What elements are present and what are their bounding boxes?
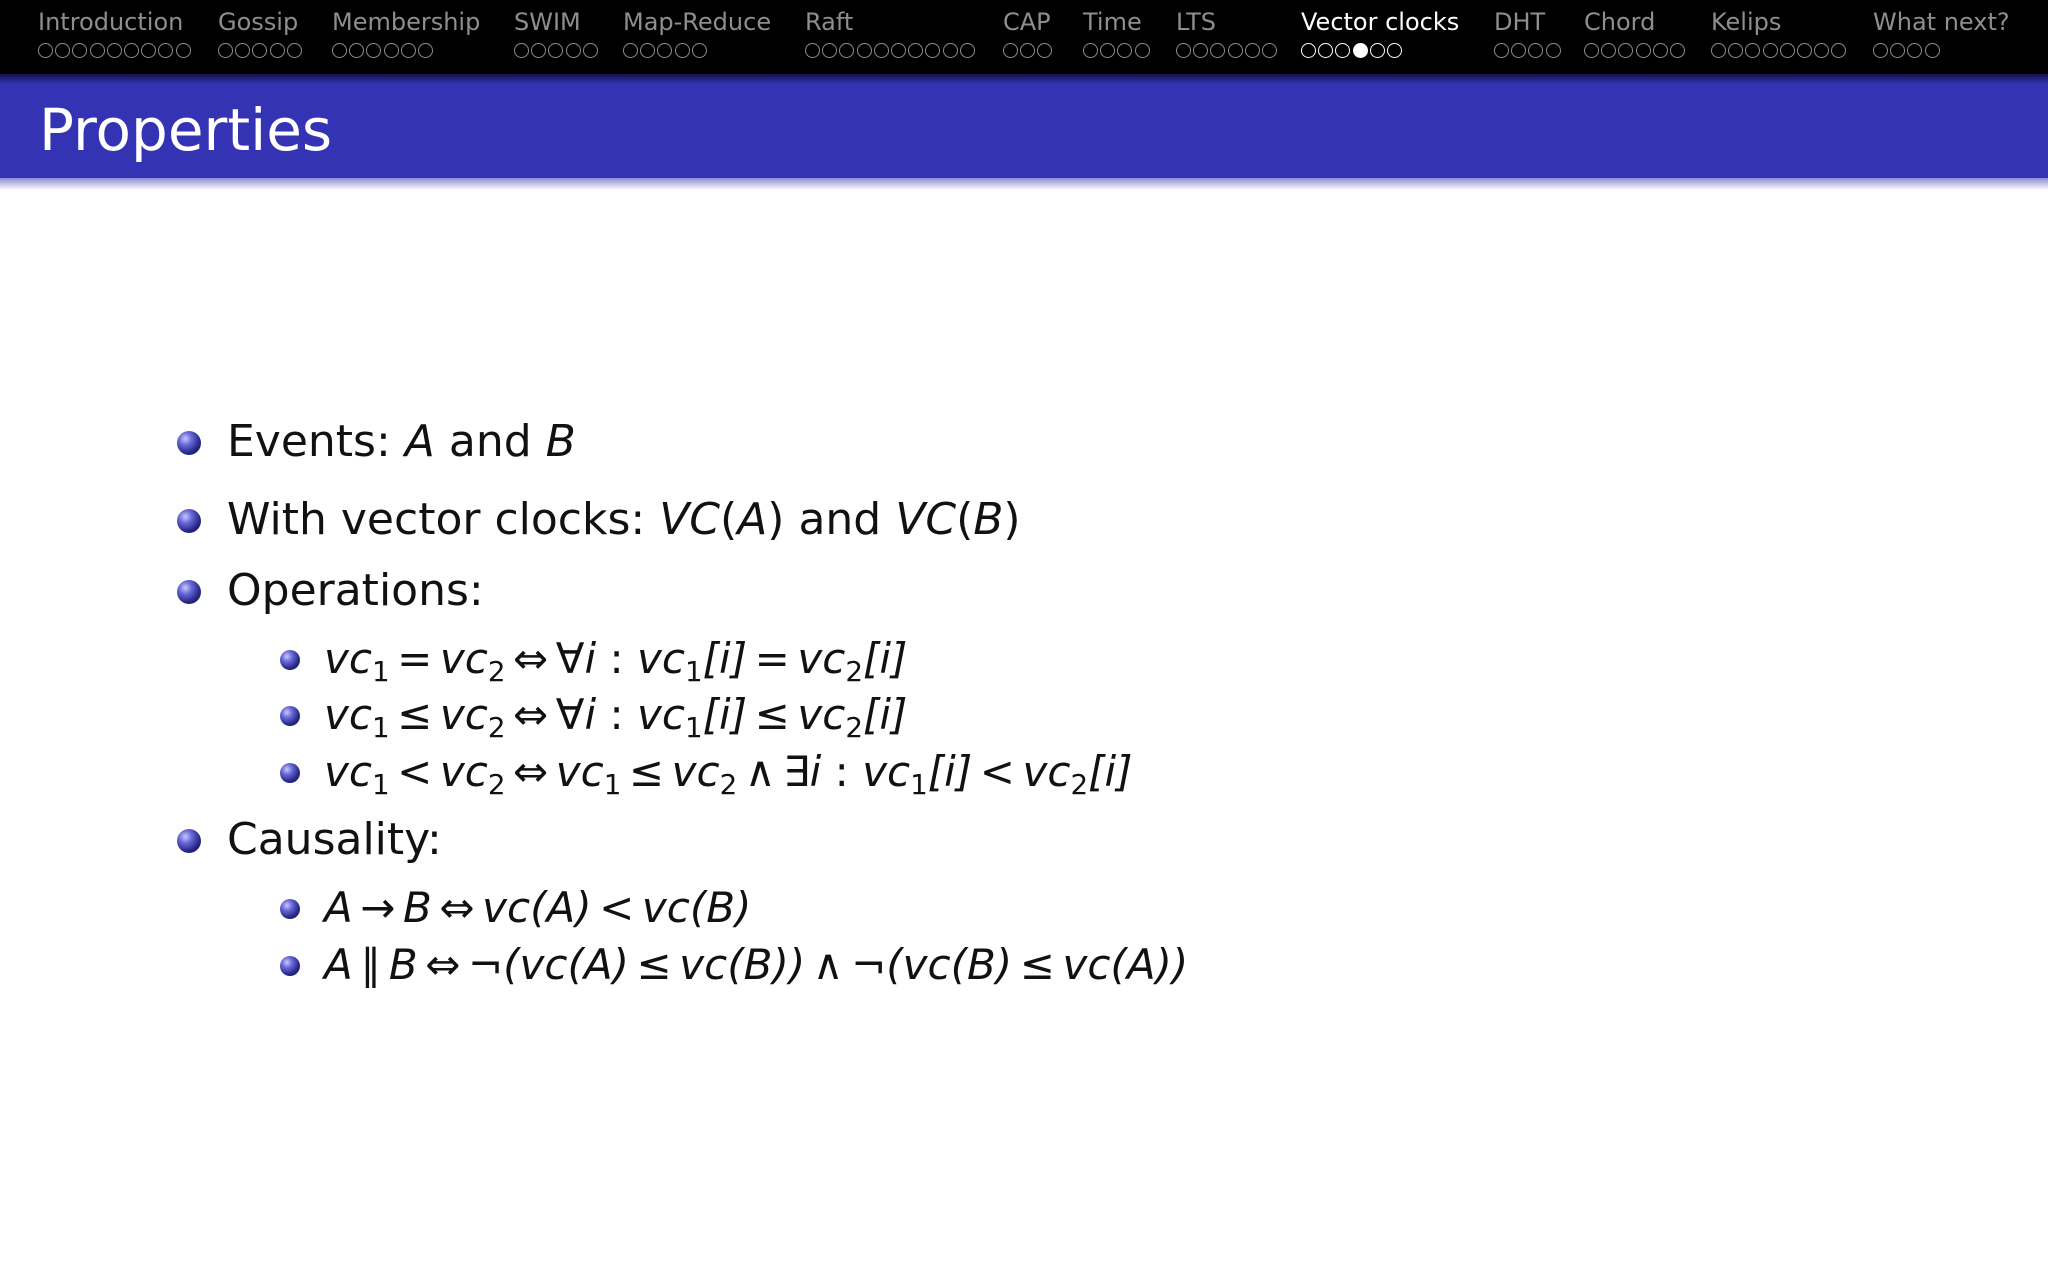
event-a: A (737, 494, 768, 545)
slide-dot[interactable] (287, 43, 302, 58)
nav-label: Chord (1584, 8, 1656, 36)
slide-dot[interactable] (1387, 43, 1402, 58)
formula-token: (vc(A) (503, 940, 629, 989)
formula-token: 2 (845, 710, 863, 744)
formula-token: vc (637, 690, 685, 739)
sub-bullet-icon (280, 706, 300, 726)
formula-token: [i] (702, 690, 748, 739)
slide-dot[interactable] (1797, 43, 1812, 58)
formula-token: vc (862, 747, 911, 796)
formula-token: 1 (603, 767, 622, 801)
slide-dot[interactable] (1925, 43, 1940, 58)
formula-token: ∀ (555, 634, 585, 683)
formula-token: vc (439, 747, 488, 796)
item-operations: Operations: (227, 565, 484, 616)
sub-bullet-icon (280, 763, 300, 783)
slide-dot[interactable] (548, 43, 563, 58)
slide-dot[interactable] (270, 43, 285, 58)
slide-dot[interactable] (124, 43, 139, 58)
formula-token: : (596, 690, 638, 739)
slide-dots (38, 43, 191, 59)
formula-token: < (397, 747, 433, 796)
nav-label: DHT (1494, 8, 1546, 36)
paren: ) (1003, 494, 1021, 545)
formula-token: vc (324, 634, 372, 683)
formula-token: [i] (862, 690, 908, 739)
slide-dot[interactable] (925, 43, 940, 58)
slide-dots (1494, 43, 1561, 59)
slide-dot[interactable] (1037, 43, 1052, 58)
slide-dot[interactable] (891, 43, 906, 58)
formula-token: : (596, 634, 638, 683)
formula-token: ⇔ (439, 883, 475, 932)
slide-dot[interactable] (1083, 43, 1098, 58)
formula-token: 1 (685, 654, 703, 688)
slide-dot[interactable] (874, 43, 889, 58)
slide-dot[interactable] (1873, 43, 1888, 58)
slide-dots (805, 43, 975, 59)
slide-dot[interactable] (1262, 43, 1277, 58)
formula-token: 2 (487, 710, 506, 744)
paren: ( (956, 494, 974, 545)
item-vector-clocks (227, 494, 1021, 545)
slide-dot[interactable] (1193, 43, 1208, 58)
bullet-icon (177, 829, 201, 853)
formula-token: ⇔ (513, 634, 549, 683)
formula-token: 2 (845, 654, 863, 688)
formula-token: 1 (910, 767, 928, 801)
slide-dots (623, 43, 707, 59)
formula-less-than (324, 747, 1133, 801)
formula-token: vc (671, 747, 720, 796)
slide-dot[interactable] (692, 43, 707, 58)
title-bar-shadow (0, 178, 2048, 190)
slide-dot[interactable] (176, 43, 191, 58)
slide-dots (1083, 43, 1150, 59)
formula-token: i (584, 690, 597, 739)
formula-token: vc (555, 747, 604, 796)
nav-label: Map-Reduce (623, 8, 772, 36)
slide-dot[interactable] (418, 43, 433, 58)
slide-dot[interactable] (158, 43, 173, 58)
slide-dot[interactable] (218, 43, 233, 58)
formula-token: ⇔ (513, 690, 549, 739)
formula-token: vc(B)) (679, 940, 806, 989)
slide-dot[interactable] (1814, 43, 1829, 58)
nav-label: Vector clocks (1301, 8, 1460, 36)
nav-label: SWIM (514, 8, 581, 36)
slide-dot[interactable] (1584, 43, 1599, 58)
slide-dot[interactable] (90, 43, 105, 58)
formula-token: 1 (371, 767, 390, 801)
events-and: and (434, 416, 546, 467)
slide-dot[interactable] (235, 43, 250, 58)
slide-dot[interactable] (107, 43, 122, 58)
slide-dot[interactable] (72, 43, 87, 58)
slide-dot[interactable] (857, 43, 872, 58)
bullet-icon (177, 580, 201, 604)
formula-token: 2 (719, 767, 738, 801)
slide-dot[interactable] (1890, 43, 1905, 58)
slide-dot[interactable] (1546, 43, 1561, 58)
slide-dot[interactable] (1511, 43, 1526, 58)
slide-dot[interactable] (805, 43, 820, 58)
formula-token: 2 (487, 767, 506, 801)
slide-dot[interactable] (1780, 43, 1795, 58)
formula-token: vc (324, 690, 372, 739)
formula-token: ≤ (636, 940, 672, 989)
slide-dot[interactable] (640, 43, 655, 58)
slide-dot[interactable] (141, 43, 156, 58)
slide-dot[interactable] (1763, 43, 1778, 58)
formula-token: ≤ (754, 690, 790, 739)
slide-dot[interactable] (1100, 43, 1115, 58)
slide-dot[interactable] (1301, 43, 1316, 58)
formula-token: ∃ (783, 747, 810, 796)
slide-title: Properties (39, 96, 333, 164)
slide-dot[interactable] (623, 43, 638, 58)
formula-token: = (754, 634, 790, 683)
slide-dots (1584, 43, 1685, 59)
formula-token: vc (439, 690, 488, 739)
slide-dots (1711, 43, 1846, 59)
slide-dots (218, 43, 302, 59)
formula-token: ¬ (851, 940, 887, 989)
slide-dot[interactable] (1528, 43, 1543, 58)
slide-dot[interactable] (908, 43, 923, 58)
formula-token: A (324, 883, 353, 932)
nav-label: What next? (1873, 8, 2010, 36)
slide-dot[interactable] (943, 43, 958, 58)
clocks-and: and (784, 494, 896, 545)
slide-dot[interactable] (349, 43, 364, 58)
slide-dot[interactable] (332, 43, 347, 58)
formula-happened-before (324, 883, 752, 932)
formula-token: [i] (1088, 747, 1133, 796)
nav-label: Raft (805, 8, 854, 36)
formula-token: vc(A)) (1062, 940, 1189, 989)
section-navigation-bar (0, 0, 2048, 74)
formula-token: 1 (685, 710, 703, 744)
formula-token: ≤ (1019, 940, 1055, 989)
sub-bullet-icon (280, 956, 300, 976)
slide-dot[interactable] (1228, 43, 1243, 58)
formula-token: vc (797, 634, 846, 683)
formula-token: A (324, 940, 353, 989)
nav-label: CAP (1003, 8, 1051, 36)
slide-dot[interactable] (384, 43, 399, 58)
formula-token: vc (439, 634, 488, 683)
formula-token: → (360, 883, 396, 932)
slide-dot[interactable] (675, 43, 690, 58)
formula-token: vc (637, 634, 685, 683)
slide-dot[interactable] (252, 43, 267, 58)
formula-token: i (809, 747, 822, 796)
formula-token: ∥ (360, 940, 382, 989)
formula-token: ∀ (555, 690, 585, 739)
slide-dots (1003, 43, 1052, 59)
formula-token: : (821, 747, 863, 796)
formula-concurrent (324, 940, 1189, 989)
slide-dots (1301, 43, 1402, 59)
item-causality: Causality: (227, 814, 442, 865)
sub-bullet-icon (280, 650, 300, 670)
slide-dots (1873, 43, 1940, 59)
paren: ( (720, 494, 738, 545)
formula-token: vc (1022, 747, 1071, 796)
formula-token: vc(B) (641, 883, 752, 932)
slide-dot[interactable] (366, 43, 381, 58)
slide-dot[interactable] (1745, 43, 1760, 58)
slide-dot[interactable] (1831, 43, 1846, 58)
slide-dot[interactable] (1711, 43, 1726, 58)
slide-dot[interactable] (38, 43, 53, 58)
formula-equality (324, 634, 908, 688)
slide-dot[interactable] (1618, 43, 1633, 58)
formula-token: ∧ (744, 747, 776, 796)
slide-dot[interactable] (1135, 43, 1150, 58)
formula-token: i (584, 634, 597, 683)
sub-bullet-icon (280, 899, 300, 919)
slide-dot[interactable] (1176, 43, 1191, 58)
slide-dot[interactable] (960, 43, 975, 58)
slide-dot[interactable] (657, 43, 672, 58)
nav-label: Gossip (218, 8, 299, 36)
formula-token: < (599, 883, 635, 932)
slide-dot[interactable] (1245, 43, 1260, 58)
slide-dot[interactable] (1318, 43, 1333, 58)
nav-label: Introduction (38, 8, 184, 36)
slide-dot[interactable] (1728, 43, 1743, 58)
slide-dot[interactable] (1601, 43, 1616, 58)
nav-label: Time (1083, 8, 1142, 36)
slide-dot[interactable] (531, 43, 546, 58)
navbar-shadow (0, 74, 2048, 84)
formula-token: < (979, 747, 1015, 796)
formula-token: vc(A) (482, 883, 592, 932)
formula-less-equal (324, 690, 908, 744)
event-b: B (973, 494, 1004, 545)
slide-dots (332, 43, 433, 59)
slide-dot[interactable] (1335, 43, 1350, 58)
formula-token: [i] (702, 634, 748, 683)
formula-token: vc (324, 747, 372, 796)
formula-token: ⇔ (513, 747, 549, 796)
slide-dot[interactable] (1020, 43, 1035, 58)
slide-dot[interactable] (1670, 43, 1685, 58)
formula-token: 1 (371, 710, 390, 744)
event-a: A (404, 416, 435, 467)
formula-token: B (403, 883, 432, 932)
event-b: B (545, 416, 576, 467)
slide-dot[interactable] (514, 43, 529, 58)
nav-label: Membership (332, 8, 481, 36)
formula-token: B (388, 940, 418, 989)
slide-dots (514, 43, 598, 59)
bullet-icon (177, 509, 201, 533)
slide-dot[interactable] (1003, 43, 1018, 58)
slide-dot[interactable] (566, 43, 581, 58)
formula-token: ≤ (397, 690, 433, 739)
slide-dot[interactable] (1653, 43, 1668, 58)
slide-dot[interactable] (1210, 43, 1225, 58)
nav-label: Kelips (1711, 8, 1782, 36)
slide-dot[interactable] (401, 43, 416, 58)
slide-dot[interactable] (1636, 43, 1651, 58)
formula-token: ≤ (628, 747, 665, 796)
slide-dots (1176, 43, 1277, 59)
vc-a-symbol: VC (659, 494, 721, 545)
events-prefix: Events: (227, 416, 405, 467)
formula-token: ⇔ (425, 940, 461, 989)
paren: ) (767, 494, 785, 545)
formula-token: 2 (1070, 767, 1089, 801)
formula-token: [i] (927, 747, 973, 796)
formula-token: ∧ (812, 940, 844, 989)
slide-dot[interactable] (1370, 43, 1385, 58)
formula-token: 1 (371, 654, 390, 688)
formula-token: = (397, 634, 433, 683)
vc-b-symbol: VC (895, 494, 957, 545)
slide-dot[interactable] (1494, 43, 1509, 58)
slide-dot[interactable] (55, 43, 70, 58)
slide-dot[interactable] (1117, 43, 1132, 58)
slide-dot[interactable] (1907, 43, 1922, 58)
bullet-icon (177, 431, 201, 455)
slide-dot[interactable] (583, 43, 598, 58)
clocks-prefix: With vector clocks: (227, 494, 660, 545)
current-slide-dot[interactable] (1353, 43, 1368, 58)
formula-token: 2 (487, 654, 506, 688)
nav-label: LTS (1176, 8, 1216, 36)
formula-token: (vc(B) (886, 940, 1013, 989)
slide-dot[interactable] (822, 43, 837, 58)
formula-token: ¬ (467, 940, 504, 989)
formula-token: vc (797, 690, 846, 739)
slide-dot[interactable] (839, 43, 854, 58)
formula-token: [i] (862, 634, 908, 683)
item-events (227, 416, 576, 467)
